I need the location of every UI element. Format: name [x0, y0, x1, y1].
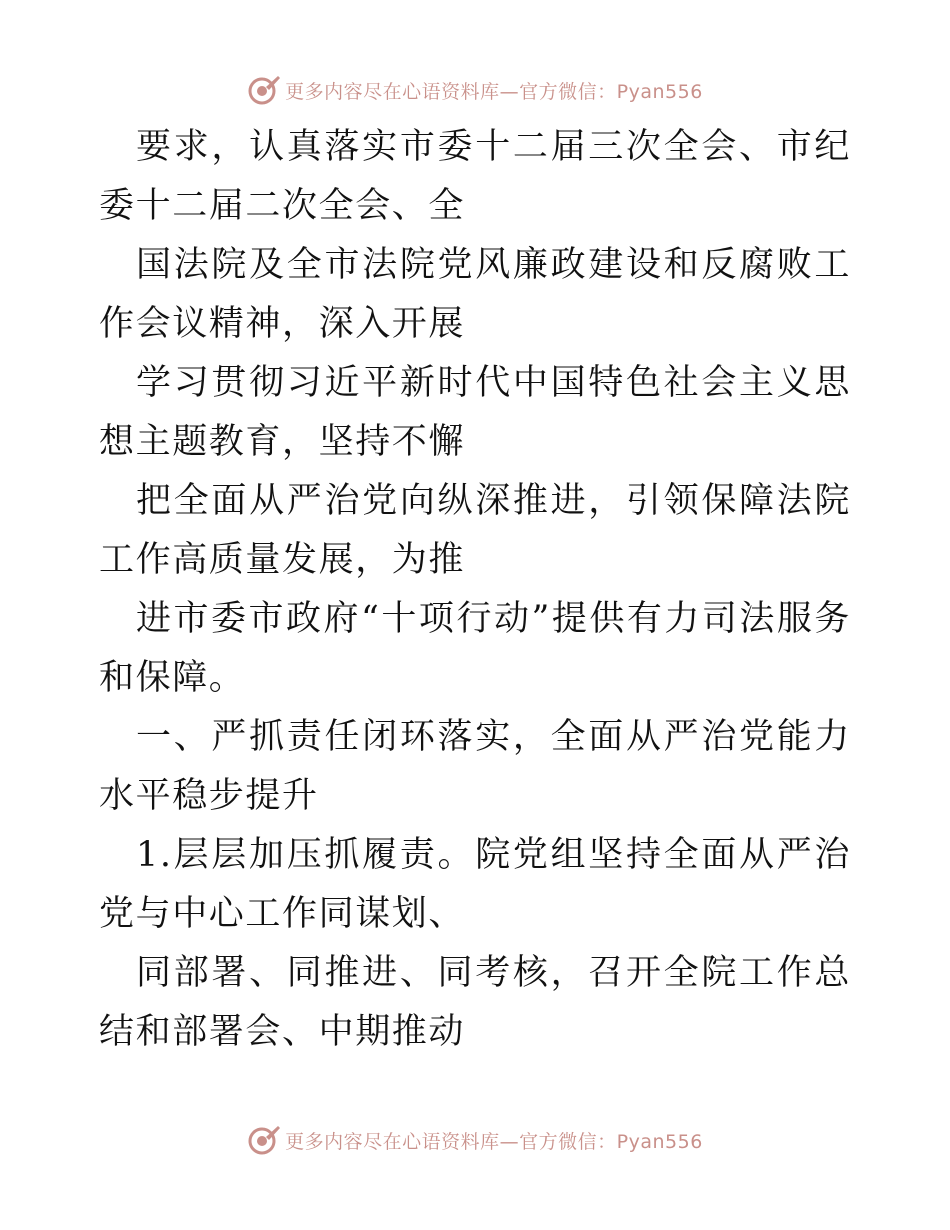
paragraph: 把全面从严治党向纵深推进，引领保障法院工作高质量发展，为推 — [99, 481, 851, 580]
paragraph: 进市委市政府“十项行动”提供有力司法服务和保障。 — [99, 599, 851, 698]
watermark-text: 更多内容尽在心语资料库—官方微信：Pyan556 — [285, 1130, 703, 1153]
header-watermark — [0, 70, 950, 110]
brush-logo-icon — [247, 1123, 281, 1157]
section-heading: 一、严抓责任闭环落实，全面从严治党能力水平稳步提升 — [99, 717, 851, 816]
paragraph: 要求，认真落实市委十二届三次全会、市纪委十二届二次全会、全 — [99, 127, 851, 226]
paragraph: 学习贯彻习近平新时代中国特色社会主义思想主题教育，坚持不懈 — [99, 363, 851, 462]
brush-logo-icon — [247, 73, 281, 107]
watermark-text: 更多内容尽在心语资料库—官方微信：Pyan556 — [285, 80, 703, 103]
footer-watermark — [0, 1120, 950, 1160]
paragraph: 国法院及全市法院党风廉政建设和反腐败工作会议精神，深入开展 — [99, 245, 851, 344]
document-body — [99, 118, 851, 1062]
paragraph: 1.层层加压抓履责。院党组坚持全面从严治党与中心工作同谋划、 — [99, 835, 851, 934]
paragraph: 同部署、同推进、同考核，召开全院工作总结和部署会、中期推动 — [99, 953, 851, 1052]
